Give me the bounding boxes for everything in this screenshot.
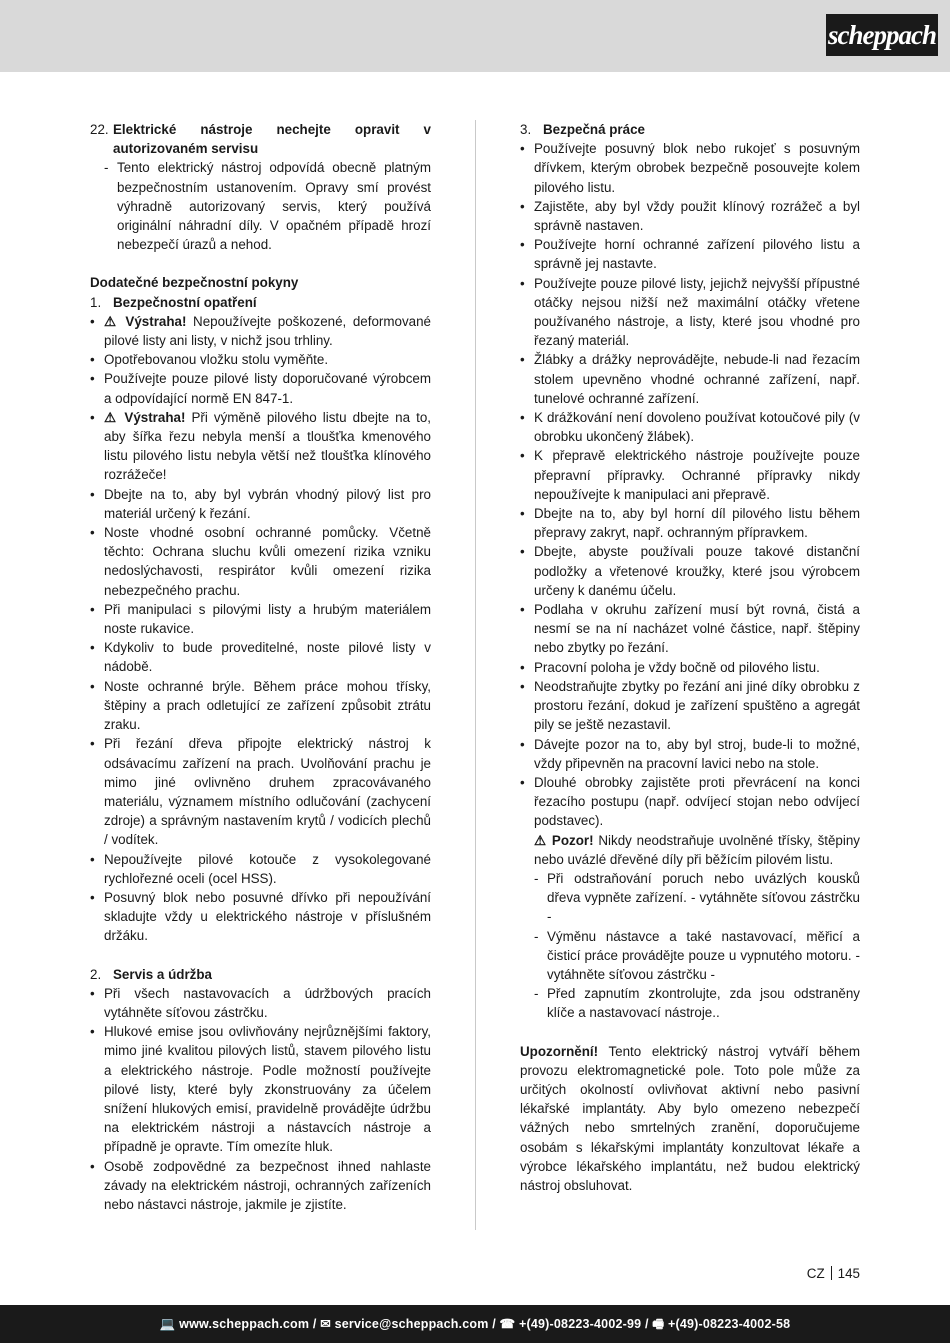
list-item: • Při manipulaci s pilovými listy a hrubým materiálem noste rukavice. bbox=[90, 601, 431, 637]
list-item: • Žlábky a drážky neprovádějte, nebude-li nad řezacím stolem upevněno vhodné ochranné zařízení, např. tunelové ochranné zařízení. bbox=[520, 352, 860, 406]
list-item: • Při řezání dřeva připojte elektrický nástroj k odsávacímu zařízení na prach. Uvolňování prachu je mimo jiné ovlivněno druhem zpracovávaného materiálu, významem místního odlučování (zachycení zdroje) a správným nastavením krytů / vodicích plechů / vodítek. bbox=[90, 736, 431, 848]
item-22-heading: 22. Elektrické nástroje nechejte opravit v autorizovaném servisu bbox=[90, 122, 431, 157]
list-item: • Dbejte na to, aby byl horní díl pilového listu během přepravy zakryt, např. ochranným přípravkem. bbox=[520, 506, 860, 541]
list-item: • Dlouhé obrobky zajistěte proti převrácení na konci řezacího postupu (např. odvíjecí stojan nebo odvíjecí podstavec). bbox=[520, 774, 860, 829]
left-column bbox=[90, 120, 431, 1214]
section-title: Dodatečné bezpečnostní pokyny bbox=[90, 275, 299, 291]
right-column bbox=[520, 120, 860, 1195]
list-item: • Hlukové emise jsou ovlivňovány nejrůznějšími faktory, mimo jiné kvalitou pilových listů, stavem pilového listu a elektrického nástroje. Podle možností používejte pilové listy, které byly zkonstruovány za účelem snížení hlukových emisí, pravidelně provádějte údržbu na elektrickém nástroji a nástavcích nástroje a případně je opravte. Tím omezíte hluk. bbox=[90, 1024, 431, 1155]
list-item: • K drážkování není dovoleno používat kotoučové pily (v obrobku ukončený žlábek). bbox=[520, 410, 860, 445]
list-item: • K přepravě elektrického nástroje používejte pouze přepravní přípravky. Ochranné přípravky nikdy nepoužívejte k manipulaci ani přepravě. bbox=[520, 448, 860, 502]
list-item: • Zajistěte, aby byl vždy použit klínový rozrážeč a byl správně nastaven. bbox=[520, 198, 860, 234]
column-divider bbox=[475, 120, 476, 1230]
s2-heading: 2. Servis a údržba bbox=[90, 966, 212, 982]
list-item: • Neodstraňujte zbytky po řezání ani jiné díky obrobku z prostoru řezání, dokud je zařízení spuštěno a agregát pily se ještě nezastavil. bbox=[520, 678, 860, 733]
notice-paragraph: Upozornění! Tento elektrický nástroj vytváří během provozu elektromagnetické pole. Toto pole může za určitých okolností ovlivňovat aktivní nebo pasivní lékařské implantáty. Aby bylo omezeno nebezpečí vážných nebo smrtelných zranění, doporučujeme osobám s lékařskými implantáty konzultovat lékaře a výrobce lékařského implantátu, než budou elektrický nástroj obsluhovat. bbox=[520, 1043, 860, 1193]
list-item: • Dbejte, abyste používali pouze takové distanční podložky a vřetenové kroužky, které jsou výrobcem určeny k danému účelu. bbox=[520, 544, 860, 598]
language-code: CZ bbox=[806, 1266, 825, 1281]
list-item: • ⚠ Výstraha! Nepoužívejte poškozené, deformované pilové listy ani listy, v nichž jsou trhliny. bbox=[90, 313, 431, 349]
list-item: • Noste vhodné osobní ochranné pomůcky. Včetně těchto: Ochrana sluchu kvůli omezení rizika vzniku nedoslýchavosti, respirátor kvůli omezení rizika nebezpečného prachu. bbox=[90, 525, 431, 598]
list-item: • Dávejte pozor na to, aby byl stroj, bude-li to možné, vždy připevněn na pracovní lavici nebo na stole. bbox=[520, 736, 860, 771]
list-item: • Posuvný blok nebo posuvné dřívko při nepoužívání skladujte vždy u elektrického nástroje v příslušném držáku. bbox=[90, 889, 431, 944]
list-item: • Používejte pouze pilové listy, jejichž nejvyšší přípustné otáčky nejsou nižší než maximální otáčky vřetene používaného nástroje, a listy, které jsou vhodné pro řezaný materiál. bbox=[520, 275, 860, 349]
list-item: • Pracovní poloha je vždy bočně od pilového listu. bbox=[520, 659, 820, 675]
s3-heading: 3. Bezpečná práce bbox=[520, 122, 645, 137]
page-number bbox=[0, 1266, 860, 1281]
notice-label: Upozornění! bbox=[520, 1043, 599, 1059]
dash-item: - Při odstraňování poruch nebo uvázlých kousků dřeva vypněte zařízení. - vytáhněte síťovou zástrčku - bbox=[534, 870, 860, 925]
pozor-paragraph: ⚠ Pozor! Nikdy neodstraňuje uvolněné třísky, štěpiny nebo uvázlé dřevěné díly při běžícím pilovém listu. bbox=[534, 832, 860, 867]
list-item: • Opotřebovanou vložku stolu vyměňte. bbox=[90, 352, 329, 368]
brand-logo: scheppach bbox=[826, 14, 938, 56]
list-item: • Kdykoliv to bude proveditelné, noste pilové listy v nádobě. bbox=[90, 640, 431, 675]
list-item: • Nepoužívejte pilové kotouče z vysokolegované rychlořezné oceli (ocel HSS). bbox=[90, 851, 431, 886]
list-item: • Dbejte na to, aby byl vybrán vhodný pilový list pro materiál určený k řezání. bbox=[90, 486, 431, 521]
header-bar bbox=[0, 0, 950, 72]
warning-icon-label: ⚠ Výstraha! bbox=[104, 409, 186, 425]
list-item: • Noste ochranné brýle. Během práce mohou třísky, štěpiny a prach odletující ze zařízení způsobit ztrátu zraku. bbox=[90, 678, 431, 733]
list-item: • Používejte pouze pilové listy doporučované výrobcem a odpovídající normě EN 847-1. bbox=[90, 371, 431, 406]
dash-item: - Před zapnutím zkontrolujte, zda jsou odstraněny klíče a nastavovací nástroje.. bbox=[534, 986, 860, 1021]
list-item: • Při všech nastavovacích a údržbových pracích vytáhněte síťovou zástrčku. bbox=[90, 985, 431, 1020]
warning-icon-label: ⚠ Výstraha! bbox=[104, 313, 187, 329]
contact-footer: 💻 www.scheppach.com / ✉ service@scheppach.com / ☎ +(49)-08223-4002-99 / 🖷 +(49)-08223-4002-58 bbox=[0, 1305, 950, 1343]
list-item: • Podlaha v okruhu zařízení musí být rovná, čistá a nesmí se na ní nacházet volné částice, např. štěpiny nebo zbytky po řezání. bbox=[520, 602, 860, 656]
item-22-dash: - Tento elektrický nástroj odpovídá obecně platným bezpečnostním ustanovením. Opravy smí provést výhradně autorizovaný servis, který používá originální náhradní díly. V opačném případě hrozí nebezpečí úrazů a nehod. bbox=[104, 160, 431, 253]
list-item: • Používejte horní ochranné zařízení pilového listu a správně jej nastavte. bbox=[520, 237, 860, 272]
page-num: 145 bbox=[837, 1266, 860, 1281]
list-item: • Osobě zodpovědné za bezpečnost ihned nahlaste závady na elektrickém nástroji, ochranných zařízeních nebo nástavci nástroje, jakmile je zjistíte. bbox=[90, 1158, 431, 1212]
list-item: • ⚠ Výstraha! Při výměně pilového listu dbejte na to, aby šířka řezu nebyla menší a tloušťka kmenového listu pilového listu nebyla větší než tloušťka klínového rozrážeče! bbox=[90, 409, 431, 483]
s1-heading: 1. Bezpečnostní opatření bbox=[90, 294, 257, 310]
list-item: • Používejte posuvný blok nebo rukojeť s posuvným dřívkem, kterým obrobek bezpečně posouvejte kolem pilového listu. bbox=[520, 141, 860, 195]
warning-icon-label: ⚠ Pozor! bbox=[534, 832, 594, 848]
dash-item: - Výměnu nástavce a také nastavovací, měřicí a čisticí práce provádějte pouze u vypnutého motoru. - vytáhněte síťovou zástrčku - bbox=[534, 928, 860, 982]
